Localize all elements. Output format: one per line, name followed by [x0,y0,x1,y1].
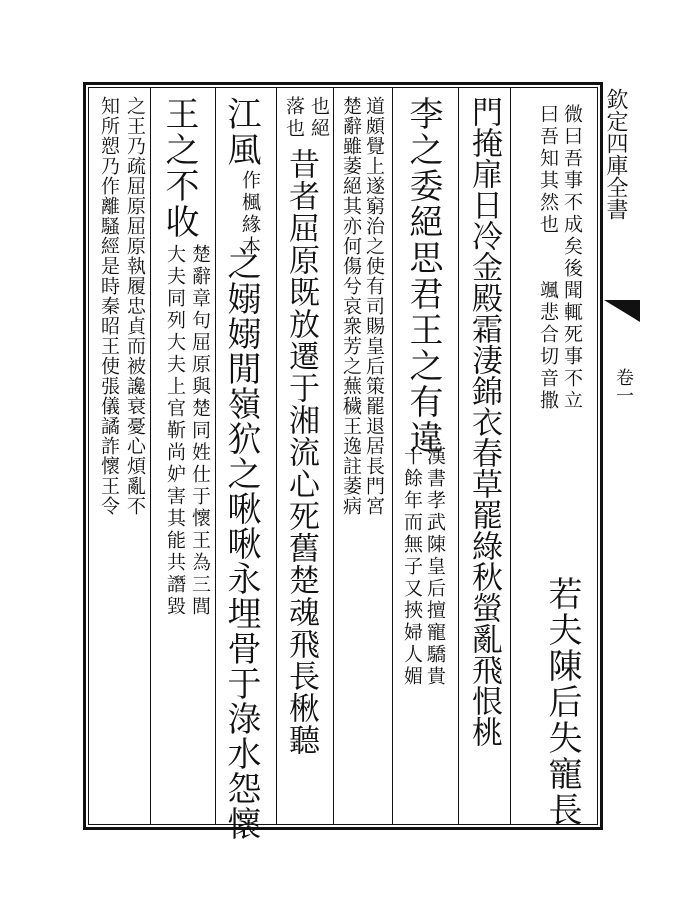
column-rule [215,88,216,824]
column-rule [276,88,277,824]
text-column-7: 道頗覺上遂窮治之使有司賜皇后策罷退居長門宮 [363,96,385,516]
text-column-5: 李之委絕思君王之有違 [403,96,443,456]
fish-tail-mark [604,300,640,322]
text-column-10-note: 落也 [283,96,305,140]
column-rule [150,88,151,824]
text-column-11-note: 作楓緣本 [239,170,261,258]
text-column-13: 大夫同列大夫上官靳尚妒害其能共譖毀 [164,244,186,618]
text-column-11: 之嫋嫋閒嶺狖之啾啾永埋骨于淥水怨懷 [221,246,261,841]
text-column-9-note: 也絕 [308,96,330,140]
text-column-12-head: 王之不收 [159,96,199,240]
text-column-3: 若夫陳后失寵長 [542,576,582,828]
text-column-8: 楚辭雖萎絕其亦何傷兮哀衆芳之蕪穢王逸註萎病 [340,96,362,516]
column-rule [510,88,511,824]
text-column-6: 十餘年而無子又挾婦人媚 [401,446,423,688]
text-column-4: 門掩扉日冷金殿霜淒錦衣春草罷綠秋螢亂飛恨桃 [466,96,502,747]
text-column-5-note: 漢書孝武陳皇后擅寵驕貴 [424,446,446,688]
text-column-9: 昔者屈原既放遷于湘流心死舊楚魂飛長楸聽 [283,148,319,756]
text-column-15: 知所愬乃作離騷經是時秦昭王使張儀譎詐懷王令 [98,96,120,516]
text-column-1: 微曰吾事不成矣後聞輒死事不立 [561,104,583,412]
text-column-14: 之王乃疏屈原屈原執履忠貞而被讒衰憂心煩亂不 [124,96,146,516]
text-column-11-head: 江風 [221,96,261,168]
column-rule [333,88,334,824]
column-rule [458,88,459,824]
column-rule [392,88,393,824]
book-title-margin: 欽定四庫全書 [603,88,628,220]
text-column-12-note: 楚辭章句屈原與楚同姓仕于懷王為三閭 [189,244,211,618]
volume-number: 卷一 [613,368,634,404]
text-column-2: 曰吾知其然也 颯悲合切音撒 [537,104,559,412]
